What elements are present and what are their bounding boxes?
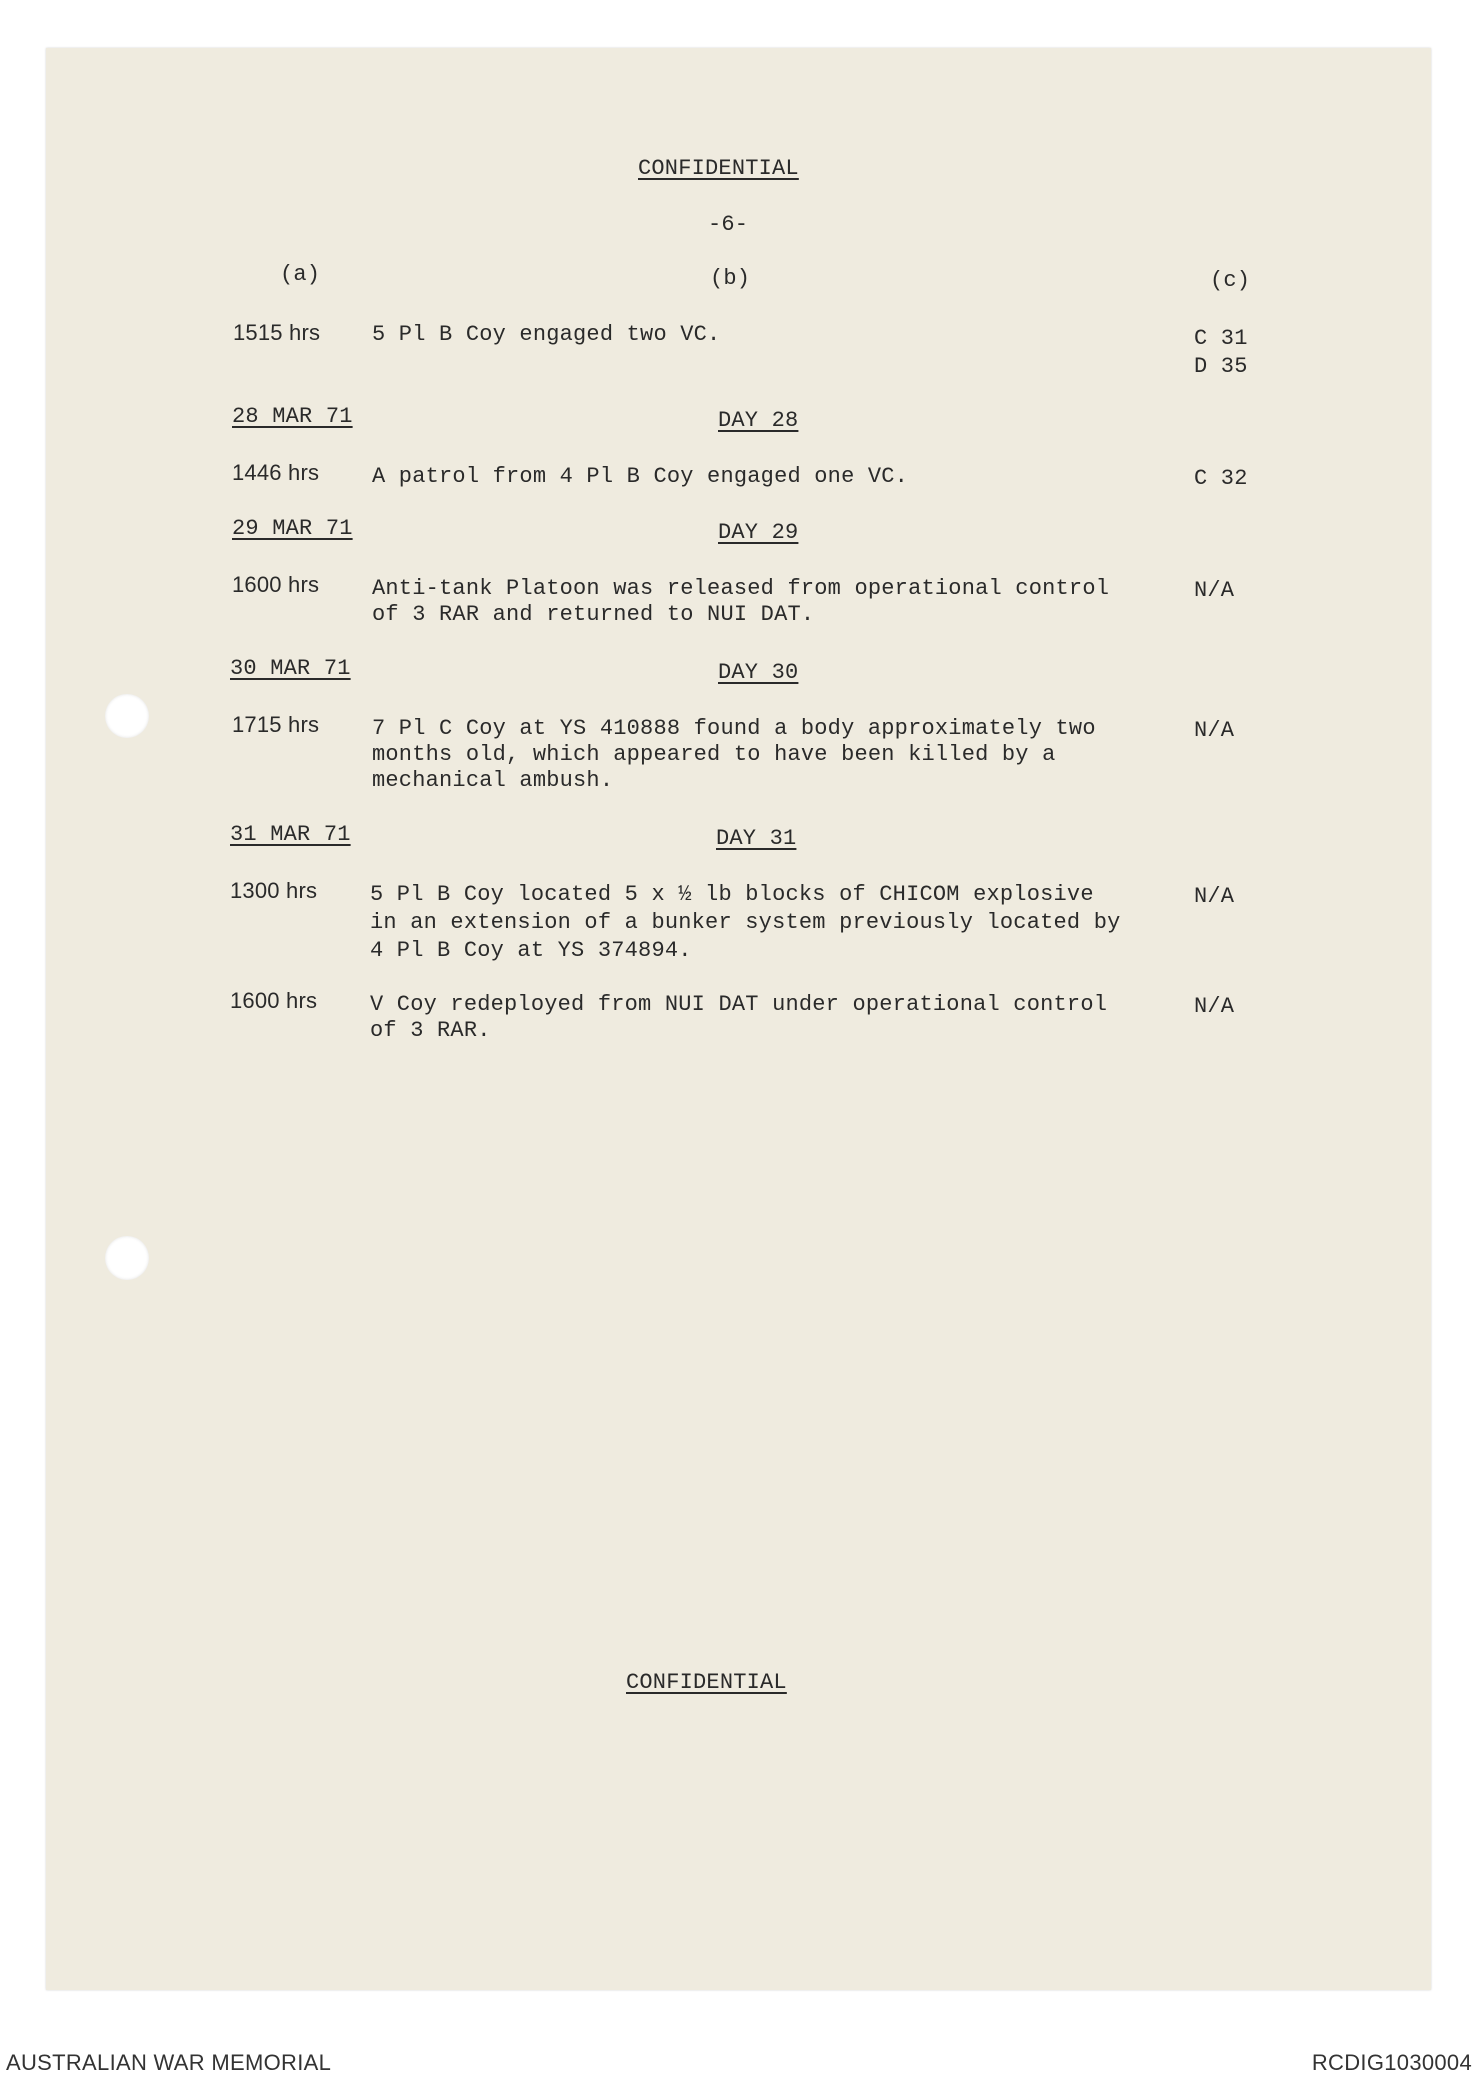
classification-footer: CONFIDENTIAL (626, 1670, 787, 1695)
day-heading: DAY 31 (716, 826, 797, 851)
archive-institution: AUSTRALIAN WAR MEMORIAL (6, 2050, 332, 2075)
entry-time: 1715 hrs (232, 712, 320, 737)
entry-text: in an extension of a bunker system previously located by (370, 910, 1121, 935)
entry-time: 1515 hrs (233, 320, 321, 345)
day-heading: DAY 28 (718, 408, 799, 433)
archive-item-id: RCDIG1030004 (1311, 2050, 1472, 2075)
punch-hole-top (105, 694, 149, 738)
entry-reference: N/A (1194, 994, 1235, 1019)
entry-time: 1300 hrs (230, 878, 318, 903)
entry-text: Anti-tank Platoon was released from operational control (372, 576, 1110, 601)
entry-reference: N/A (1194, 884, 1235, 909)
entry-text: of 3 RAR. (370, 1018, 491, 1043)
entry-time: 1446 hrs (232, 460, 320, 485)
entry-reference: C 31 (1194, 326, 1248, 351)
entry-reference: C 32 (1194, 466, 1248, 491)
entry-reference: D 35 (1194, 354, 1248, 379)
entry-time: 1600 hrs (232, 572, 320, 597)
column-header-b: (b) (710, 266, 751, 291)
date-heading: 31 MAR 71 (230, 822, 351, 847)
day-heading: DAY 29 (718, 520, 799, 545)
date-heading: 28 MAR 71 (232, 404, 353, 429)
entry-text: 4 Pl B Coy at YS 374894. (370, 938, 692, 963)
day-heading: DAY 30 (718, 660, 799, 685)
entry-text: months old, which appeared to have been killed by a (372, 742, 1056, 767)
entry-text: V Coy redeployed from NUI DAT under operational control (370, 992, 1108, 1017)
classification-header: CONFIDENTIAL (638, 156, 799, 181)
entry-text: mechanical ambush. (372, 768, 614, 793)
entry-text: 5 Pl B Coy engaged two VC. (372, 322, 721, 347)
date-heading: 29 MAR 71 (232, 516, 353, 541)
entry-text: of 3 RAR and returned to NUI DAT. (372, 602, 815, 627)
entry-reference: N/A (1194, 578, 1235, 603)
date-heading: 30 MAR 71 (230, 656, 351, 681)
page-number: -6- (708, 212, 749, 237)
entry-reference: N/A (1194, 718, 1235, 743)
entry-text: 5 Pl B Coy located 5 x ½ lb blocks of CHICOM explosive (370, 882, 1094, 907)
entry-text: 7 Pl C Coy at YS 410888 found a body approximately two (372, 716, 1096, 741)
entry-text: A patrol from 4 Pl B Coy engaged one VC. (372, 464, 909, 489)
entry-time: 1600 hrs (230, 988, 318, 1013)
column-header-c: (c) (1210, 268, 1251, 293)
column-header-a: (a) (280, 262, 321, 287)
punch-hole-bottom (105, 1236, 149, 1280)
